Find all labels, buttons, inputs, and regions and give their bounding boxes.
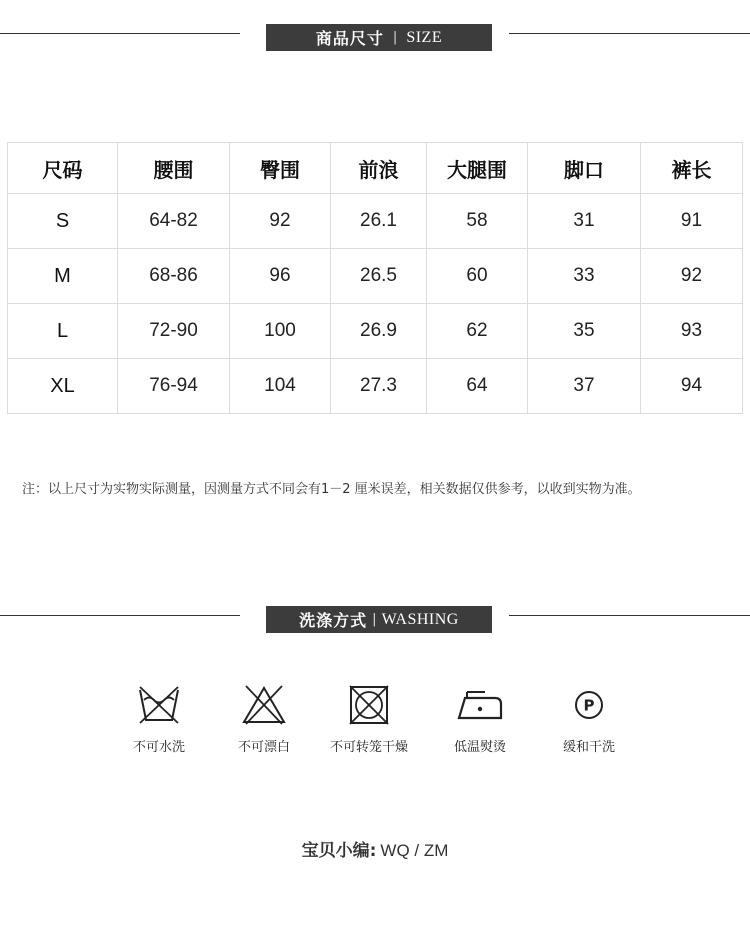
size-table [7,142,743,414]
washing-title-separator: | [372,612,377,627]
care-label: 不可水洗 [132,740,185,755]
cell-thigh: 58 [427,194,528,249]
cell-front-rise: 27.3 [331,359,427,414]
cell-size: XL [8,359,118,414]
cell-waist: 68-86 [118,249,230,304]
cell-waist: 72-90 [118,304,230,359]
header-waist: 腰围 [118,143,230,194]
care-item-no-bleach [219,684,309,755]
care-label: 缓和干洗 [562,740,615,755]
cell-thigh: 62 [427,304,528,359]
cell-length: 93 [641,304,743,359]
cell-front-rise: 26.1 [331,194,427,249]
editor-label: 宝贝小编: [301,841,377,861]
cell-length: 91 [641,194,743,249]
header-hip: 臀围 [230,143,331,194]
washing-header-left-rule [0,615,240,616]
care-label: 低温熨烫 [453,740,506,755]
cell-thigh: 60 [427,249,528,304]
cell-leg-opening: 33 [528,249,641,304]
cell-leg-opening: 31 [528,194,641,249]
no-water-wash-icon [136,684,182,726]
cell-size: M [8,249,118,304]
size-header-right-rule [509,33,750,34]
size-header-left-rule [0,33,240,34]
cell-front-rise: 26.9 [331,304,427,359]
cell-thigh: 64 [427,359,528,414]
dry-clean-p-icon [566,684,612,726]
cell-size: S [8,194,118,249]
size-title-cn: 商品尺寸 [315,29,384,48]
cell-hip: 104 [230,359,331,414]
low-temp-iron-icon [455,684,505,726]
header-front-rise: 前浪 [331,143,427,194]
cell-waist: 76-94 [118,359,230,414]
cell-front-rise: 26.5 [331,249,427,304]
cell-hip: 100 [230,304,331,359]
care-label: 不可漂白 [237,740,290,755]
cell-length: 92 [641,249,743,304]
cell-leg-opening: 35 [528,304,641,359]
cell-leg-opening: 37 [528,359,641,414]
dry-clean-symbol: P [583,696,595,715]
editor-value: WQ / ZM [380,841,449,860]
table-row [8,194,743,249]
cell-length: 94 [641,359,743,414]
no-bleach-icon [241,684,287,726]
size-title-en: SIZE [406,28,443,46]
header-length: 裤长 [641,143,743,194]
cell-waist: 64-82 [118,194,230,249]
table-row [8,359,743,414]
size-title-separator: | [392,30,398,45]
cell-size: L [8,304,118,359]
washing-title-en: WASHING [381,610,459,628]
size-section-banner [266,24,492,51]
cell-hip: 92 [230,194,331,249]
washing-header-right-rule [509,615,750,616]
table-row [8,304,743,359]
washing-title-cn: 洗涤方式 [299,611,368,630]
measurement-note: 注：以上尺寸为实物实际测量，因测量方式不同会有1－2 厘米误差，相关数据仅供参考，以收到实物为准。 [22,482,641,497]
care-label: 不可转笼干燥 [329,740,408,755]
table-row [8,249,743,304]
care-item-dry-clean [544,684,634,755]
header-leg-opening: 脚口 [528,143,641,194]
no-tumble-dry-icon [346,684,392,726]
editor-credit [0,836,750,861]
care-item-low-temp-iron [435,684,525,755]
size-table-header-row [8,143,743,194]
care-item-no-water-wash [114,684,204,755]
care-item-no-tumble-dry [324,684,414,755]
cell-hip: 96 [230,249,331,304]
washing-section-banner [266,606,492,633]
header-thigh: 大腿围 [427,143,528,194]
header-size: 尺码 [8,143,118,194]
